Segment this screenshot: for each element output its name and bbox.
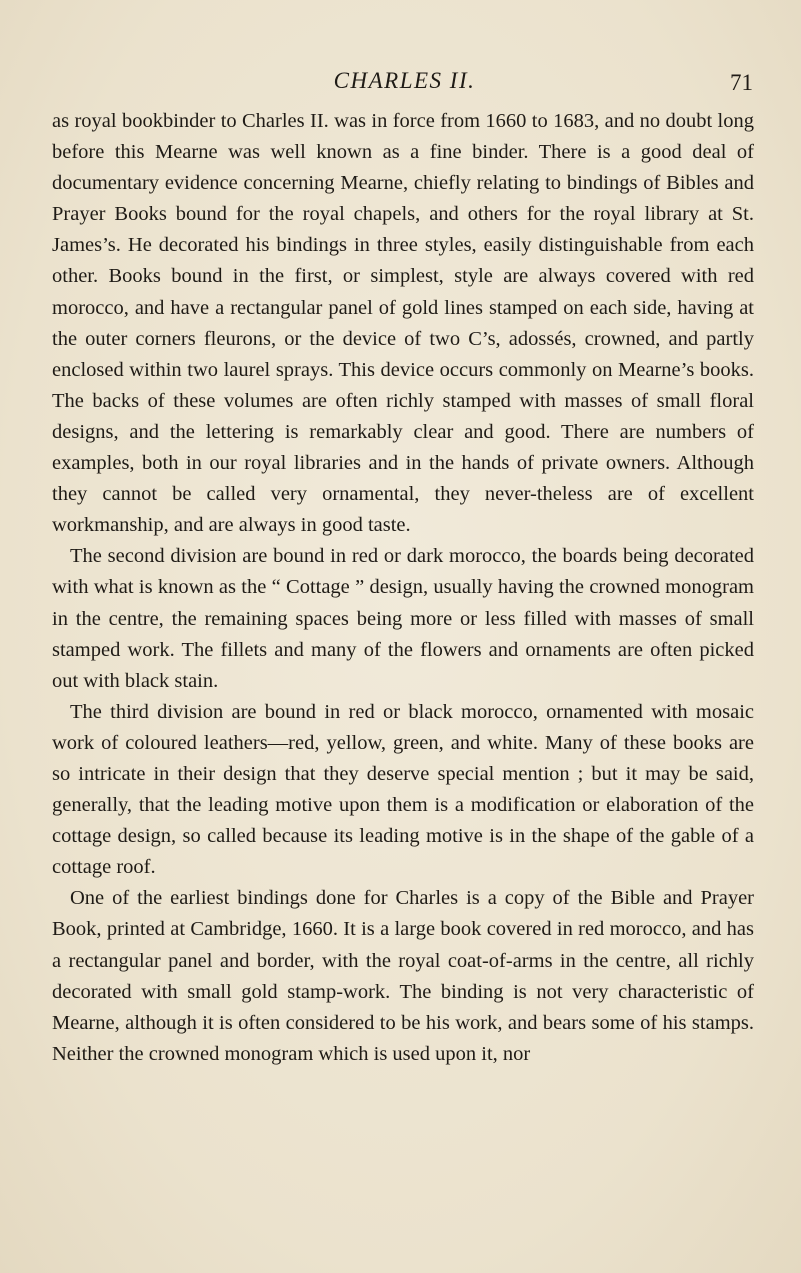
- page-number: 71: [730, 70, 753, 95]
- body-text: [52, 106, 754, 1070]
- running-title: CHARLES II.: [333, 68, 476, 93]
- paragraph: as royal bookbinder to Charles II. was in force from 1660 to 1683, and no doubt long before this Mearne was well known as a fine binder. There is a good deal of documentary evidence concerning Mearne, chiefly relating to bindings of Bibles and Prayer Books bound for the royal chapels, and others for the royal library at St. James’s. He decorated his bindings in three styles, easily distinguishable from each other. Books bound in the first, or simplest, style are always covered with red morocco, and have a rectangular panel of gold lines stamped on each side, having at the outer corners fleurons, or the device of two C’s, adossés, crowned, and partly enclosed within two laurel sprays. This device occurs commonly on Mearne’s books. The backs of these volumes are often richly stamped with masses of small floral designs, and the lettering is remarkably clear and good. There are numbers of examples, both in our royal libraries and in the hands of private owners. Although they cannot be called very ornamental, they never-theless are of excellent workmanship, and are always in good taste.: [52, 110, 754, 537]
- paragraph: The third division are bound in red or black morocco, ornamented with mosaic work of coloured leathers—red, yellow, green, and white. Many of these books are so intricate in their design that they deserve special mention ; but it may be said, generally, that the leading motive upon them is a modification or elaboration of the cottage design, so called because its leading motive is in the shape of the gable of a cottage roof.: [52, 700, 754, 879]
- paragraph: One of the earliest bindings done for Charles is a copy of the Bible and Prayer Book, printed at Cambridge, 1660. It is a large book covered in red morocco, and has a rectangular panel and border, with the royal coat-of-arms in the centre, all richly decorated with small gold stamp-work. The binding is not very characteristic of Mearne, although it is often considered to be his work, and bears some of his stamps. Neither the crowned monogram which is used upon it, nor: [52, 887, 754, 1065]
- running-head: [0, 66, 801, 96]
- paragraph: The second division are bound in red or dark morocco, the boards being decorated with what is known as the “ Cottage ” design, usually having the crowned monogram in the centre, the remaining spaces being more or less filled with masses of small stamped work. The fillets and many of the flowers and ornaments are often picked out with black stain.: [52, 545, 754, 692]
